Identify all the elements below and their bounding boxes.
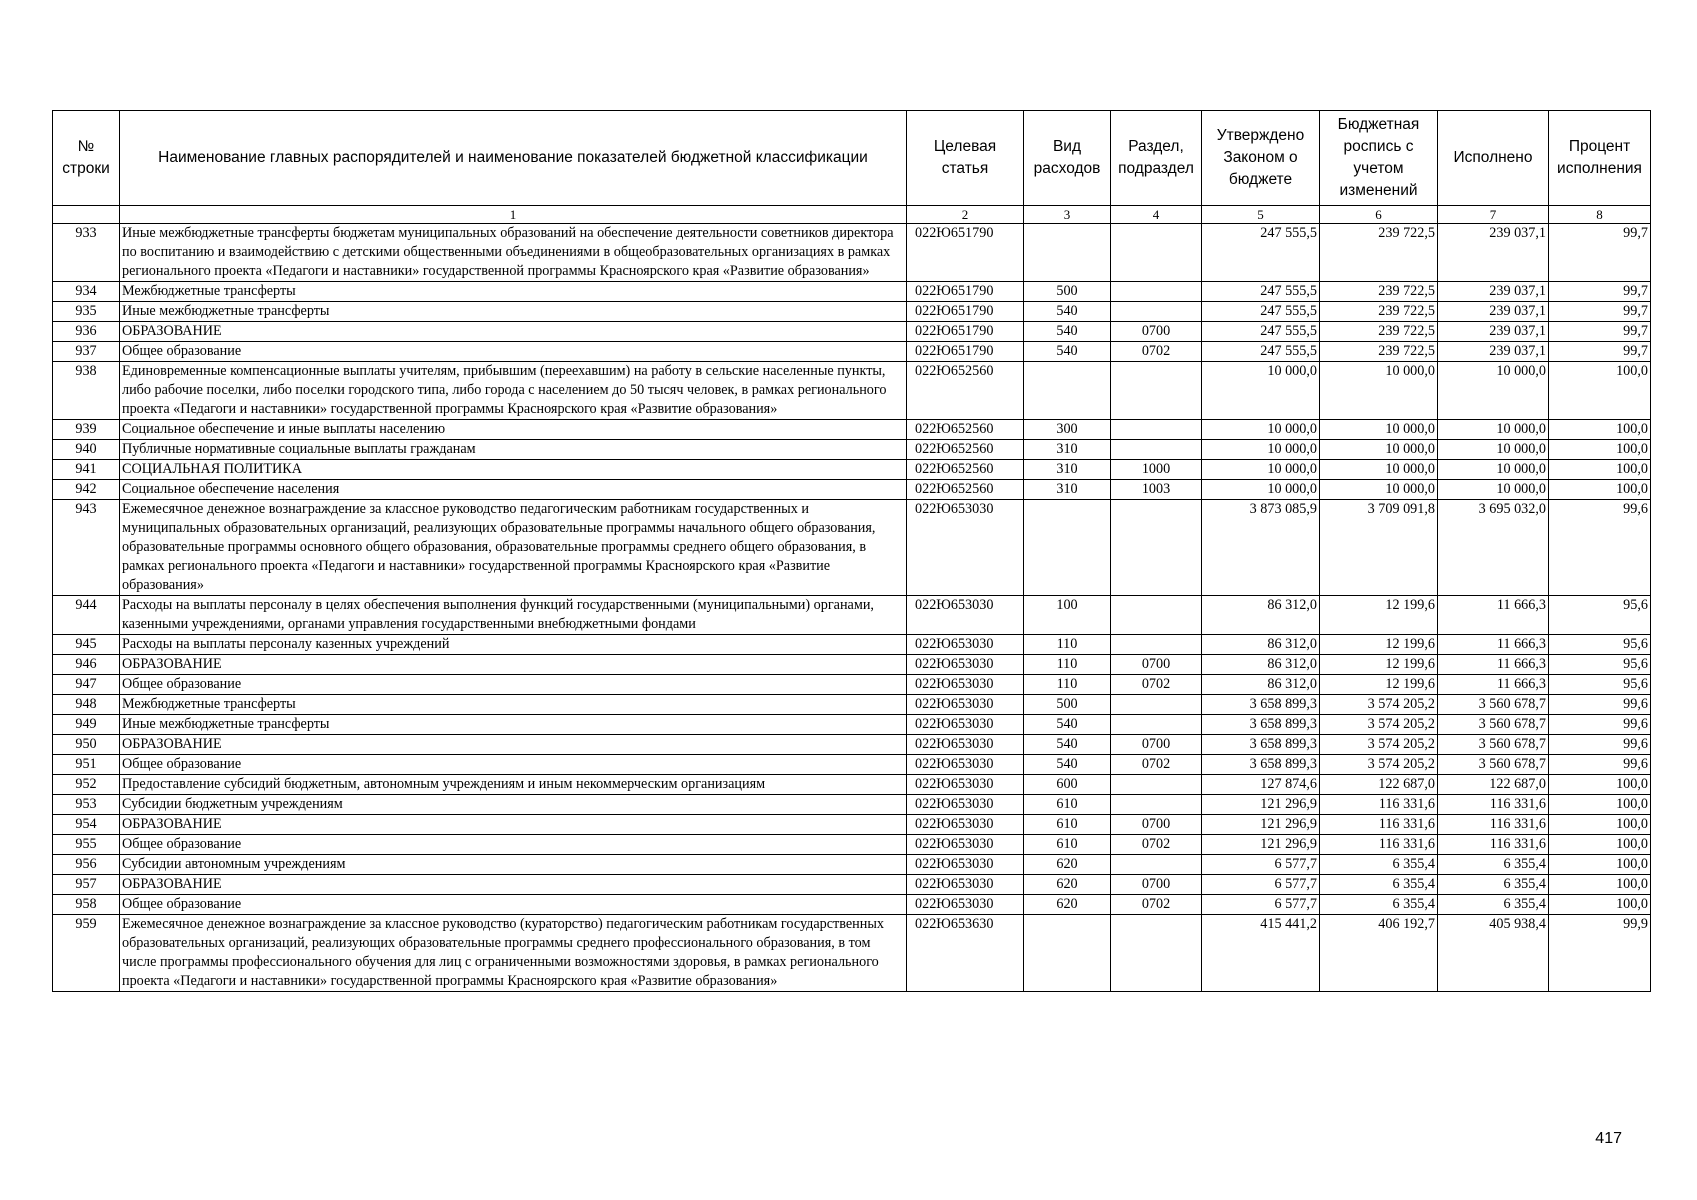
row-approved: 86 312,0 xyxy=(1202,675,1320,695)
column-number xyxy=(53,206,120,224)
row-expense-type: 610 xyxy=(1024,815,1111,835)
row-approved: 3 658 899,3 xyxy=(1202,755,1320,775)
row-budget-schedule: 10 000,0 xyxy=(1320,420,1438,440)
table-row xyxy=(53,420,1651,440)
row-number: 944 xyxy=(53,596,120,635)
row-executed: 116 331,6 xyxy=(1438,835,1549,855)
row-executed: 3 560 678,7 xyxy=(1438,715,1549,735)
column-number: 5 xyxy=(1202,206,1320,224)
row-number: 935 xyxy=(53,302,120,322)
row-percent: 99,6 xyxy=(1549,735,1651,755)
row-approved: 121 296,9 xyxy=(1202,835,1320,855)
row-number: 942 xyxy=(53,480,120,500)
row-number: 946 xyxy=(53,655,120,675)
row-executed: 405 938,4 xyxy=(1438,915,1549,992)
row-budget-schedule: 3 574 205,2 xyxy=(1320,715,1438,735)
row-target-article: 022Ю652560 xyxy=(907,460,1024,480)
row-expense-type xyxy=(1024,915,1111,992)
row-number: 958 xyxy=(53,895,120,915)
table-row xyxy=(53,480,1651,500)
row-number: 943 xyxy=(53,500,120,596)
row-approved: 415 441,2 xyxy=(1202,915,1320,992)
row-budget-schedule: 12 199,6 xyxy=(1320,655,1438,675)
row-number: 953 xyxy=(53,795,120,815)
row-percent: 100,0 xyxy=(1549,480,1651,500)
row-executed: 11 666,3 xyxy=(1438,596,1549,635)
row-percent: 99,7 xyxy=(1549,302,1651,322)
row-executed: 6 355,4 xyxy=(1438,875,1549,895)
table-row xyxy=(53,322,1651,342)
row-approved: 10 000,0 xyxy=(1202,460,1320,480)
row-approved: 10 000,0 xyxy=(1202,480,1320,500)
row-percent: 95,6 xyxy=(1549,635,1651,655)
row-target-article: 022Ю652560 xyxy=(907,362,1024,420)
row-name: Ежемесячное денежное вознаграждение за классное руководство педагогическим работникам государственных и муниципальных образовательных организаций, реализующих образовательные программы начального общего образования, образовательные программы основного общего образования, образовательные программы среднего общего образования, в рамках регионального проекта «Педагоги и наставники» государственной программы Красноярского края «Развитие образования» xyxy=(120,500,907,596)
row-name: Социальное обеспечение населения xyxy=(120,480,907,500)
column-number: 3 xyxy=(1024,206,1111,224)
row-expense-type: 540 xyxy=(1024,342,1111,362)
row-expense-type xyxy=(1024,224,1111,282)
row-number: 949 xyxy=(53,715,120,735)
header-expense-type: Вид расходов xyxy=(1024,111,1111,206)
row-name: Общее образование xyxy=(120,755,907,775)
row-name: Ежемесячное денежное вознаграждение за классное руководство (кураторство) педагогическим работникам государственных образовательных организаций, реализующих образовательные программы среднего профессионального образования, в том числе программы профессионального обучения для лиц с ограниченными возможностями здоровья, в рамках регионального проекта «Педагоги и наставники» государственной программы Красноярского края «Развитие образования» xyxy=(120,915,907,992)
table-row xyxy=(53,915,1651,992)
table-row xyxy=(53,795,1651,815)
row-executed: 3 695 032,0 xyxy=(1438,500,1549,596)
column-number: 6 xyxy=(1320,206,1438,224)
row-budget-schedule: 239 722,5 xyxy=(1320,224,1438,282)
row-budget-schedule: 3 574 205,2 xyxy=(1320,755,1438,775)
row-expense-type: 620 xyxy=(1024,855,1111,875)
table-row xyxy=(53,224,1651,282)
column-number-row xyxy=(53,206,1651,224)
row-approved: 121 296,9 xyxy=(1202,795,1320,815)
row-budget-schedule: 239 722,5 xyxy=(1320,322,1438,342)
column-number: 2 xyxy=(907,206,1024,224)
row-percent: 99,6 xyxy=(1549,715,1651,735)
row-percent: 100,0 xyxy=(1549,775,1651,795)
table-row xyxy=(53,440,1651,460)
row-number: 954 xyxy=(53,815,120,835)
row-expense-type: 110 xyxy=(1024,635,1111,655)
row-number: 937 xyxy=(53,342,120,362)
row-name: Межбюджетные трансферты xyxy=(120,695,907,715)
row-approved: 247 555,5 xyxy=(1202,224,1320,282)
row-section: 0702 xyxy=(1111,835,1202,855)
row-number: 941 xyxy=(53,460,120,480)
row-number: 950 xyxy=(53,735,120,755)
row-expense-type: 620 xyxy=(1024,895,1111,915)
row-percent: 100,0 xyxy=(1549,815,1651,835)
row-section: 1003 xyxy=(1111,480,1202,500)
row-name: ОБРАЗОВАНИЕ xyxy=(120,735,907,755)
row-target-article: 022Ю653030 xyxy=(907,835,1024,855)
table-row xyxy=(53,635,1651,655)
row-number: 957 xyxy=(53,875,120,895)
row-budget-schedule: 12 199,6 xyxy=(1320,635,1438,655)
row-approved: 86 312,0 xyxy=(1202,635,1320,655)
row-executed: 116 331,6 xyxy=(1438,795,1549,815)
row-budget-schedule: 3 709 091,8 xyxy=(1320,500,1438,596)
row-approved: 3 873 085,9 xyxy=(1202,500,1320,596)
row-section: 1000 xyxy=(1111,460,1202,480)
row-expense-type: 540 xyxy=(1024,322,1111,342)
row-executed: 11 666,3 xyxy=(1438,655,1549,675)
table-body xyxy=(53,224,1651,992)
row-expense-type: 110 xyxy=(1024,655,1111,675)
row-name: Иные межбюджетные трансферты xyxy=(120,302,907,322)
row-number: 938 xyxy=(53,362,120,420)
row-name: Межбюджетные трансферты xyxy=(120,282,907,302)
budget-execution-table xyxy=(52,110,1651,992)
row-approved: 247 555,5 xyxy=(1202,302,1320,322)
row-number: 952 xyxy=(53,775,120,795)
row-expense-type: 100 xyxy=(1024,596,1111,635)
row-target-article: 022Ю653030 xyxy=(907,755,1024,775)
header-budget-schedule: Бюджетная роспись с учетом изменений xyxy=(1320,111,1438,206)
row-percent: 99,7 xyxy=(1549,224,1651,282)
header-approved: Утверждено Законом о бюджете xyxy=(1202,111,1320,206)
row-percent: 100,0 xyxy=(1549,855,1651,875)
row-target-article: 022Ю653030 xyxy=(907,735,1024,755)
row-target-article: 022Ю653030 xyxy=(907,775,1024,795)
page-number: 417 xyxy=(1595,1130,1622,1147)
table-row xyxy=(53,855,1651,875)
table-row xyxy=(53,715,1651,735)
row-executed: 239 037,1 xyxy=(1438,342,1549,362)
row-name: Иные межбюджетные трансферты xyxy=(120,715,907,735)
row-executed: 10 000,0 xyxy=(1438,362,1549,420)
row-budget-schedule: 3 574 205,2 xyxy=(1320,735,1438,755)
row-name: ОБРАЗОВАНИЕ xyxy=(120,875,907,895)
column-number: 1 xyxy=(120,206,907,224)
row-section: 0700 xyxy=(1111,875,1202,895)
row-target-article: 022Ю651790 xyxy=(907,224,1024,282)
row-target-article: 022Ю653030 xyxy=(907,715,1024,735)
row-percent: 100,0 xyxy=(1549,795,1651,815)
row-percent: 100,0 xyxy=(1549,420,1651,440)
row-name: Расходы на выплаты персоналу в целях обеспечения выполнения функций государственными (муниципальными) органами, казенными учреждениями, органами управления государственными внебюджетными фондами xyxy=(120,596,907,635)
row-percent: 100,0 xyxy=(1549,895,1651,915)
row-section xyxy=(1111,775,1202,795)
row-target-article: 022Ю653030 xyxy=(907,635,1024,655)
header-target-article: Целевая статья xyxy=(907,111,1024,206)
column-number: 7 xyxy=(1438,206,1549,224)
row-target-article: 022Ю652560 xyxy=(907,480,1024,500)
row-expense-type: 500 xyxy=(1024,282,1111,302)
row-target-article: 022Ю652560 xyxy=(907,440,1024,460)
table-row xyxy=(53,695,1651,715)
row-section: 0702 xyxy=(1111,342,1202,362)
table-row xyxy=(53,362,1651,420)
row-section xyxy=(1111,915,1202,992)
row-target-article: 022Ю653030 xyxy=(907,500,1024,596)
row-approved: 3 658 899,3 xyxy=(1202,715,1320,735)
table-row xyxy=(53,460,1651,480)
row-approved: 6 577,7 xyxy=(1202,855,1320,875)
row-expense-type: 500 xyxy=(1024,695,1111,715)
row-name: Общее образование xyxy=(120,835,907,855)
row-section xyxy=(1111,362,1202,420)
row-name: ОБРАЗОВАНИЕ xyxy=(120,655,907,675)
row-expense-type: 300 xyxy=(1024,420,1111,440)
row-section xyxy=(1111,596,1202,635)
row-percent: 100,0 xyxy=(1549,875,1651,895)
row-executed: 239 037,1 xyxy=(1438,302,1549,322)
row-executed: 6 355,4 xyxy=(1438,855,1549,875)
row-executed: 10 000,0 xyxy=(1438,440,1549,460)
row-percent: 99,7 xyxy=(1549,322,1651,342)
row-target-article: 022Ю651790 xyxy=(907,342,1024,362)
row-name: Общее образование xyxy=(120,675,907,695)
row-target-article: 022Ю651790 xyxy=(907,302,1024,322)
row-number: 940 xyxy=(53,440,120,460)
row-budget-schedule: 6 355,4 xyxy=(1320,855,1438,875)
row-executed: 116 331,6 xyxy=(1438,815,1549,835)
row-approved: 6 577,7 xyxy=(1202,895,1320,915)
table-row xyxy=(53,755,1651,775)
row-expense-type: 110 xyxy=(1024,675,1111,695)
row-target-article: 022Ю653030 xyxy=(907,655,1024,675)
row-section xyxy=(1111,695,1202,715)
table-row xyxy=(53,815,1651,835)
column-number: 8 xyxy=(1549,206,1651,224)
header-row xyxy=(53,111,1651,206)
row-approved: 247 555,5 xyxy=(1202,322,1320,342)
row-name: Единовременные компенсационные выплаты учителям, прибывшим (переехавшим) на работу в сельские населенные пункты, либо рабочие поселки, либо поселки городского типа, либо города с населением до 50 тысяч человек, в рамках регионального проекта «Педагоги и наставники» государственной программы Красноярского края «Развитие образования» xyxy=(120,362,907,420)
row-number: 947 xyxy=(53,675,120,695)
row-section xyxy=(1111,440,1202,460)
row-percent: 100,0 xyxy=(1549,835,1651,855)
table-row xyxy=(53,302,1651,322)
row-name: Публичные нормативные социальные выплаты гражданам xyxy=(120,440,907,460)
row-name: Предоставление субсидий бюджетным, автономным учреждениям и иным некоммерческим организациям xyxy=(120,775,907,795)
header-row-number: № строки xyxy=(53,111,120,206)
row-expense-type: 310 xyxy=(1024,480,1111,500)
row-expense-type: 540 xyxy=(1024,302,1111,322)
row-percent: 95,6 xyxy=(1549,675,1651,695)
row-section xyxy=(1111,855,1202,875)
column-number: 4 xyxy=(1111,206,1202,224)
row-target-article: 022Ю653630 xyxy=(907,915,1024,992)
row-approved: 86 312,0 xyxy=(1202,596,1320,635)
row-number: 933 xyxy=(53,224,120,282)
row-section xyxy=(1111,224,1202,282)
row-budget-schedule: 12 199,6 xyxy=(1320,675,1438,695)
row-budget-schedule: 239 722,5 xyxy=(1320,282,1438,302)
row-expense-type: 540 xyxy=(1024,755,1111,775)
table-row xyxy=(53,500,1651,596)
row-expense-type: 310 xyxy=(1024,440,1111,460)
row-section: 0700 xyxy=(1111,655,1202,675)
row-executed: 239 037,1 xyxy=(1438,282,1549,302)
row-budget-schedule: 6 355,4 xyxy=(1320,875,1438,895)
row-percent: 100,0 xyxy=(1549,440,1651,460)
row-name: ОБРАЗОВАНИЕ xyxy=(120,815,907,835)
row-expense-type: 310 xyxy=(1024,460,1111,480)
row-section xyxy=(1111,635,1202,655)
row-number: 945 xyxy=(53,635,120,655)
row-section: 0700 xyxy=(1111,735,1202,755)
row-approved: 10 000,0 xyxy=(1202,420,1320,440)
row-budget-schedule: 12 199,6 xyxy=(1320,596,1438,635)
row-number: 939 xyxy=(53,420,120,440)
header-name: Наименование главных распорядителей и наименование показателей бюджетной классификации xyxy=(120,111,907,206)
row-percent: 95,6 xyxy=(1549,596,1651,635)
row-target-article: 022Ю653030 xyxy=(907,875,1024,895)
row-budget-schedule: 239 722,5 xyxy=(1320,342,1438,362)
row-approved: 3 658 899,3 xyxy=(1202,695,1320,715)
header-percent: Процент исполнения xyxy=(1549,111,1651,206)
row-expense-type: 540 xyxy=(1024,735,1111,755)
row-number: 936 xyxy=(53,322,120,342)
header-executed: Исполнено xyxy=(1438,111,1549,206)
row-budget-schedule: 239 722,5 xyxy=(1320,302,1438,322)
row-section: 0700 xyxy=(1111,815,1202,835)
row-name: Общее образование xyxy=(120,342,907,362)
row-section xyxy=(1111,500,1202,596)
table-row xyxy=(53,735,1651,755)
table-row xyxy=(53,895,1651,915)
row-approved: 247 555,5 xyxy=(1202,342,1320,362)
row-target-article: 022Ю653030 xyxy=(907,895,1024,915)
row-approved: 86 312,0 xyxy=(1202,655,1320,675)
row-approved: 10 000,0 xyxy=(1202,362,1320,420)
row-expense-type: 620 xyxy=(1024,875,1111,895)
row-section: 0702 xyxy=(1111,675,1202,695)
row-name: ОБРАЗОВАНИЕ xyxy=(120,322,907,342)
row-name: Общее образование xyxy=(120,895,907,915)
row-expense-type: 600 xyxy=(1024,775,1111,795)
row-target-article: 022Ю653030 xyxy=(907,675,1024,695)
row-number: 948 xyxy=(53,695,120,715)
row-percent: 99,7 xyxy=(1549,342,1651,362)
table-row xyxy=(53,835,1651,855)
row-section xyxy=(1111,795,1202,815)
row-executed: 239 037,1 xyxy=(1438,224,1549,282)
row-executed: 10 000,0 xyxy=(1438,460,1549,480)
row-budget-schedule: 10 000,0 xyxy=(1320,480,1438,500)
row-executed: 3 560 678,7 xyxy=(1438,735,1549,755)
row-target-article: 022Ю653030 xyxy=(907,695,1024,715)
row-section: 0702 xyxy=(1111,755,1202,775)
row-budget-schedule: 10 000,0 xyxy=(1320,362,1438,420)
row-target-article: 022Ю651790 xyxy=(907,282,1024,302)
table-row xyxy=(53,596,1651,635)
row-expense-type: 610 xyxy=(1024,835,1111,855)
row-name: Иные межбюджетные трансферты бюджетам муниципальных образований на обеспечение деятельности советников директора по воспитанию и взаимодействию с детскими общественными объединениями в общеобразовательных организациях в рамках регионального проекта «Педагоги и наставники» государственной программы Красноярского края «Развитие образования» xyxy=(120,224,907,282)
row-executed: 3 560 678,7 xyxy=(1438,695,1549,715)
row-percent: 99,9 xyxy=(1549,915,1651,992)
row-section xyxy=(1111,420,1202,440)
row-target-article: 022Ю653030 xyxy=(907,596,1024,635)
row-budget-schedule: 116 331,6 xyxy=(1320,835,1438,855)
row-target-article: 022Ю653030 xyxy=(907,855,1024,875)
row-name: СОЦИАЛЬНАЯ ПОЛИТИКА xyxy=(120,460,907,480)
table-row xyxy=(53,342,1651,362)
table-row xyxy=(53,875,1651,895)
row-approved: 6 577,7 xyxy=(1202,875,1320,895)
row-approved: 121 296,9 xyxy=(1202,815,1320,835)
row-percent: 99,6 xyxy=(1549,500,1651,596)
row-executed: 3 560 678,7 xyxy=(1438,755,1549,775)
row-budget-schedule: 406 192,7 xyxy=(1320,915,1438,992)
row-budget-schedule: 3 574 205,2 xyxy=(1320,695,1438,715)
row-name: Расходы на выплаты персоналу казенных учреждений xyxy=(120,635,907,655)
table-row xyxy=(53,675,1651,695)
row-percent: 100,0 xyxy=(1549,460,1651,480)
row-percent: 99,6 xyxy=(1549,755,1651,775)
table-row xyxy=(53,655,1651,675)
table-row xyxy=(53,775,1651,795)
row-executed: 6 355,4 xyxy=(1438,895,1549,915)
row-executed: 239 037,1 xyxy=(1438,322,1549,342)
row-budget-schedule: 6 355,4 xyxy=(1320,895,1438,915)
row-budget-schedule: 116 331,6 xyxy=(1320,795,1438,815)
row-number: 951 xyxy=(53,755,120,775)
row-approved: 247 555,5 xyxy=(1202,282,1320,302)
row-name: Субсидии бюджетным учреждениям xyxy=(120,795,907,815)
row-number: 934 xyxy=(53,282,120,302)
row-budget-schedule: 10 000,0 xyxy=(1320,440,1438,460)
row-name: Субсидии автономным учреждениям xyxy=(120,855,907,875)
row-number: 959 xyxy=(53,915,120,992)
row-percent: 95,6 xyxy=(1549,655,1651,675)
row-expense-type xyxy=(1024,500,1111,596)
row-section xyxy=(1111,302,1202,322)
row-expense-type: 610 xyxy=(1024,795,1111,815)
row-name: Социальное обеспечение и иные выплаты населению xyxy=(120,420,907,440)
row-section: 0702 xyxy=(1111,895,1202,915)
row-percent: 99,6 xyxy=(1549,695,1651,715)
row-target-article: 022Ю652560 xyxy=(907,420,1024,440)
row-approved: 10 000,0 xyxy=(1202,440,1320,460)
row-executed: 10 000,0 xyxy=(1438,420,1549,440)
row-executed: 122 687,0 xyxy=(1438,775,1549,795)
row-section: 0700 xyxy=(1111,322,1202,342)
row-number: 955 xyxy=(53,835,120,855)
row-number: 956 xyxy=(53,855,120,875)
row-expense-type: 540 xyxy=(1024,715,1111,735)
row-executed: 10 000,0 xyxy=(1438,480,1549,500)
row-target-article: 022Ю653030 xyxy=(907,795,1024,815)
row-approved: 3 658 899,3 xyxy=(1202,735,1320,755)
row-target-article: 022Ю651790 xyxy=(907,322,1024,342)
row-executed: 11 666,3 xyxy=(1438,675,1549,695)
header-section: Раздел, подраздел xyxy=(1111,111,1202,206)
row-section xyxy=(1111,282,1202,302)
row-budget-schedule: 122 687,0 xyxy=(1320,775,1438,795)
table-row xyxy=(53,282,1651,302)
row-approved: 127 874,6 xyxy=(1202,775,1320,795)
row-expense-type xyxy=(1024,362,1111,420)
row-target-article: 022Ю653030 xyxy=(907,815,1024,835)
row-budget-schedule: 116 331,6 xyxy=(1320,815,1438,835)
row-percent: 100,0 xyxy=(1549,362,1651,420)
row-executed: 11 666,3 xyxy=(1438,635,1549,655)
row-percent: 99,7 xyxy=(1549,282,1651,302)
row-budget-schedule: 10 000,0 xyxy=(1320,460,1438,480)
row-section xyxy=(1111,715,1202,735)
